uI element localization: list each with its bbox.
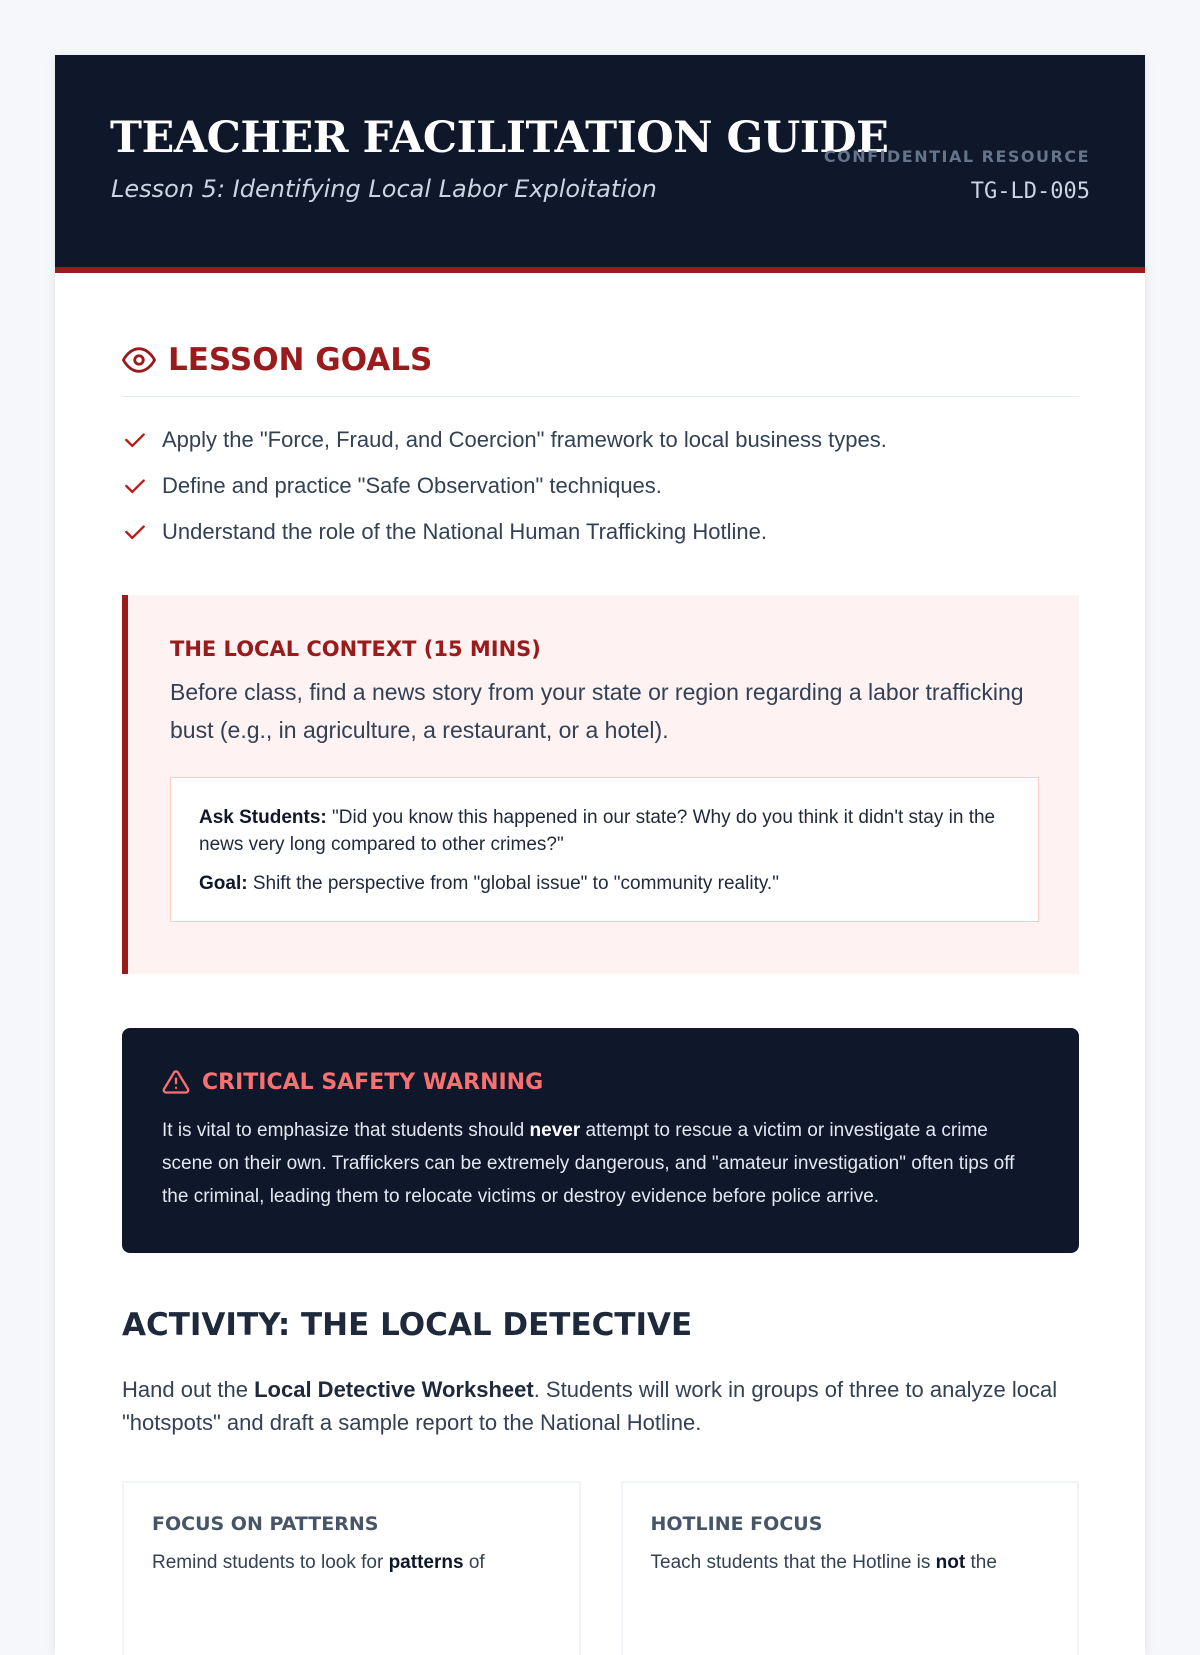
warning-text-end: attempt to rescue a victim or investigate a crime scene on their own. Traffickers can be extremely dangerous, and "amateur investigation" often tips off the criminal, leading them to relocate victims or destroy evidence before police arrive. (162, 1120, 1015, 1207)
confidential-label: CONFIDENTIAL RESOURCE (823, 147, 1090, 166)
lesson-goals-title: LESSON GOALS (168, 342, 433, 378)
safety-warning-heading (162, 1068, 1039, 1096)
hotline-focus-card (621, 1481, 1080, 1655)
worksheet-name: Local Detective Worksheet (254, 1377, 534, 1402)
card-body (651, 1549, 1050, 1577)
goal-text: Apply the "Force, Fraud, and Coercion" framework to local business types. (162, 427, 887, 452)
goal-item (122, 463, 1079, 509)
card-body (152, 1549, 551, 1577)
card-title: HOTLINE FOCUS (650, 1513, 823, 1535)
safety-warning-title: CRITICAL SAFETY WARNING (202, 1069, 544, 1095)
goal-text: Define and practice "Safe Observation" techniques. (162, 473, 662, 498)
card-text-start: Teach students that the Hotline is (650, 1552, 936, 1573)
document-id: TG-LD-005 (970, 179, 1090, 204)
check-icon (122, 473, 148, 499)
check-icon (122, 519, 148, 545)
ask-students-line (199, 804, 1010, 858)
card-title: FOCUS ON PATTERNS (152, 1513, 379, 1535)
activity-body (122, 1373, 1079, 1439)
safety-warning-callout (122, 1028, 1079, 1253)
warning-triangle-icon (162, 1068, 190, 1096)
activity-title: ACTIVITY: THE LOCAL DETECTIVE (122, 1307, 693, 1343)
card-emphasis: not (935, 1552, 966, 1573)
safety-warning-body (162, 1114, 1039, 1213)
goals-list (122, 417, 1079, 555)
discussion-prompt-card (170, 777, 1039, 922)
goal-line (199, 870, 1010, 897)
warning-text-start: It is vital to emphasize that students should (162, 1120, 530, 1141)
lesson-subtitle: Lesson 5: Identifying Local Labor Exploitation (111, 175, 657, 203)
guide-title: TEACHER FACILITATION GUIDE (110, 113, 889, 163)
card-text-end: the (965, 1552, 997, 1573)
card-text-start: Remind students to look for (152, 1552, 389, 1573)
goal-item (122, 509, 1079, 555)
local-context-callout (122, 595, 1079, 974)
goal-line-text: Shift the perspective from "global issue" to "community reality." (247, 873, 779, 894)
local-context-title: THE LOCAL CONTEXT (15 MINS) (170, 637, 541, 661)
warning-emphasis: never (529, 1120, 581, 1141)
guide-content (122, 338, 1079, 1655)
check-icon (122, 427, 148, 453)
local-context-body: Before class, find a news story from your state or region regarding a labor trafficking bust (e.g., in agriculture, a restaurant, or a hotel). (170, 679, 1024, 743)
card-text-end: of (463, 1552, 485, 1573)
eye-icon (122, 343, 156, 377)
guide-page (55, 55, 1145, 1655)
lesson-goals-heading (122, 338, 1079, 397)
guide-header (55, 55, 1145, 273)
goal-text: Understand the role of the National Human Trafficking Hotline. (162, 519, 767, 544)
card-emphasis: patterns (388, 1552, 464, 1573)
goal-label: Goal: (199, 873, 248, 894)
activity-text-start: Hand out the (122, 1377, 255, 1402)
goal-item (122, 417, 1079, 463)
ask-students-label: Ask Students: (199, 807, 327, 828)
activity-text-end: . Students will work in groups of three to analyze local "hotspots" and draft a sample report to the National Hotline. (122, 1377, 1058, 1435)
focus-patterns-card (122, 1481, 581, 1655)
activity-cards (122, 1481, 1079, 1655)
ask-students-text: "Did you know this happened in our state? Why do you think it didn't stay in the news very long compared to other crimes?" (199, 807, 996, 855)
